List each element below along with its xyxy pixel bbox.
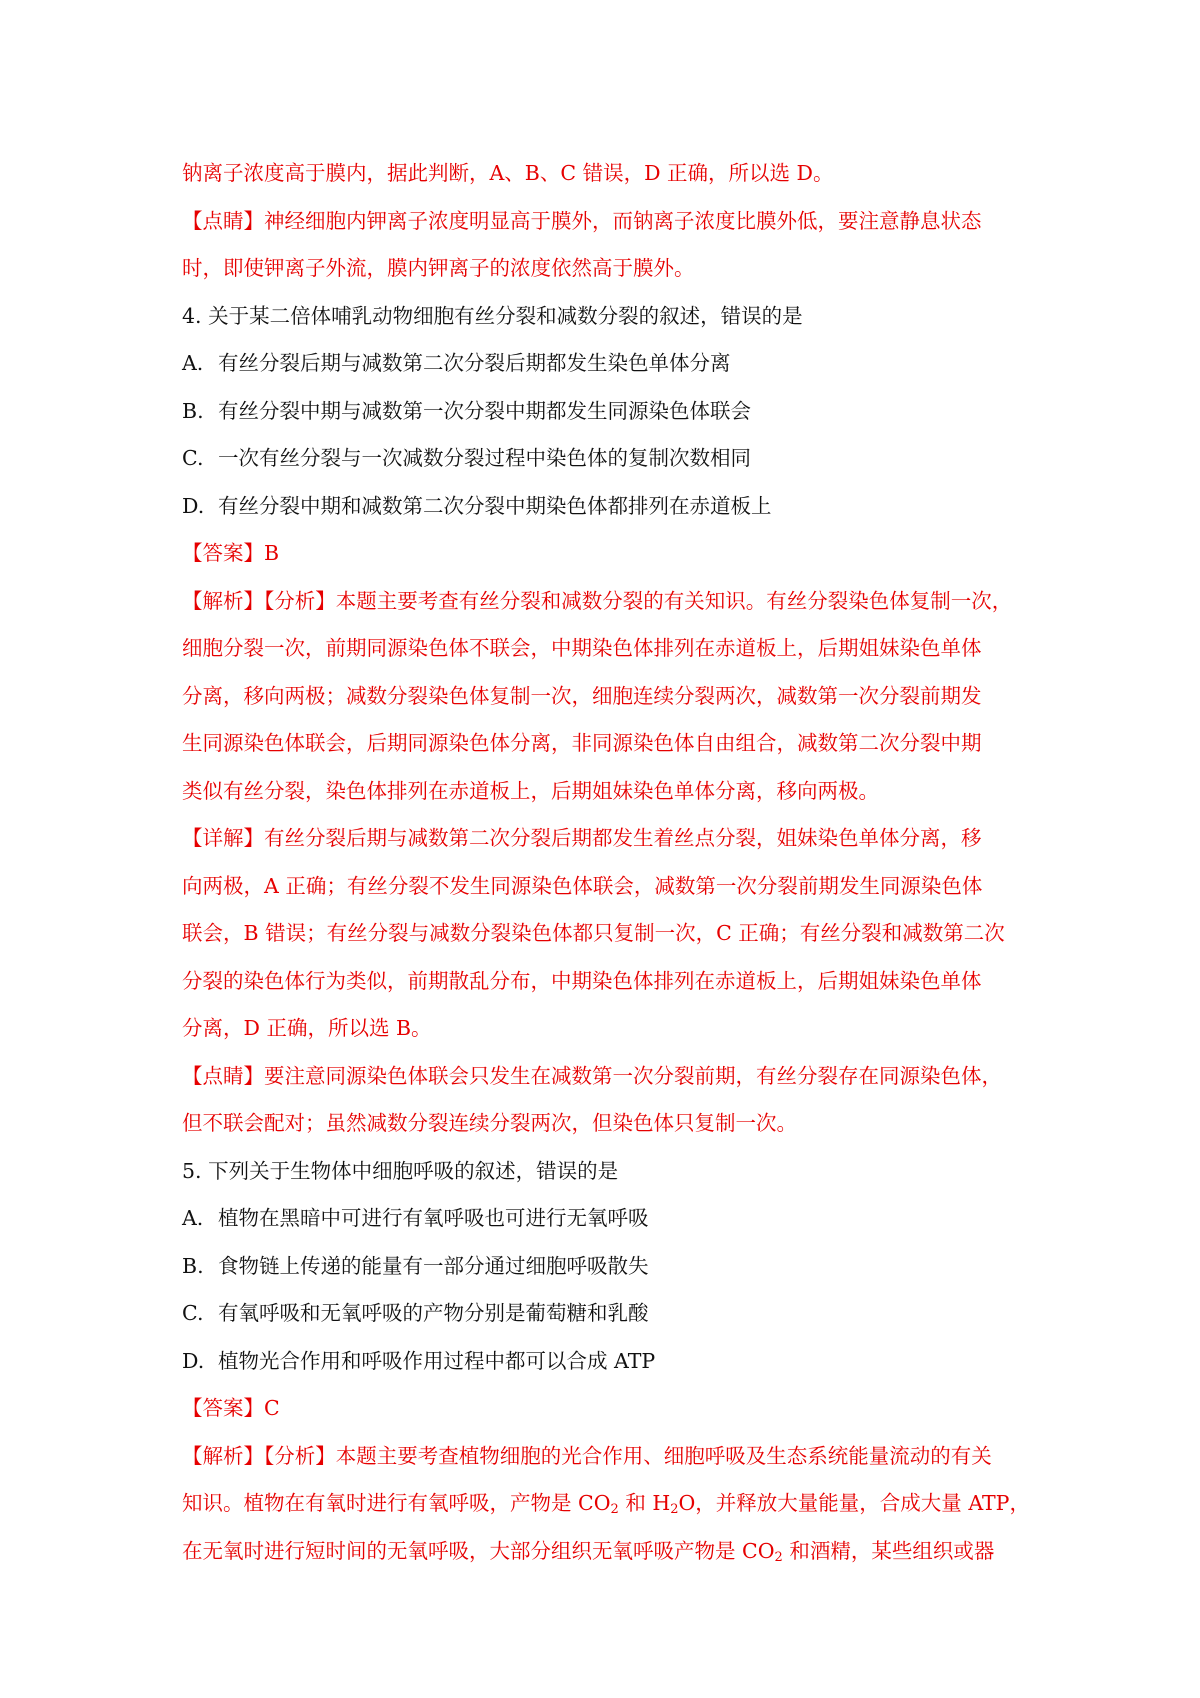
q4-stem: 4. 关于某二倍体哺乳动物细胞有丝分裂和减数分裂的叙述，错误的是 xyxy=(182,303,803,328)
q5-option-a xyxy=(182,1195,1042,1243)
option-letter: C. xyxy=(182,446,204,470)
q4-analysis-line-2: 细胞分裂一次，前期同源染色体不联会，中期染色体排列在赤道板上，后期姐妹染色单体 xyxy=(182,636,982,660)
prev-explanation-tail: 钠离子浓度高于膜内，据此判断，A、B、C 错误，D 正确，所以选 D。 xyxy=(182,161,834,185)
q5-analysis-line-2 xyxy=(182,1480,1042,1528)
analysis-text: 本题主要考查植物细胞的光合作用、细胞呼吸及生态系统能量流动的有关 xyxy=(335,1443,992,1468)
dianjing-text: 神经细胞内钾离子浓度明显高于膜外，而钠离子浓度比膜外低，要注意静息状态 xyxy=(264,208,982,233)
option-text: 食物链上传递的能量有一部分通过细胞呼吸散失 xyxy=(218,1253,649,1278)
dianjing-tag: 【点睛】 xyxy=(182,1063,264,1088)
q4-dianjing-line-1 xyxy=(182,1053,1042,1101)
q4-analysis-line-5: 类似有丝分裂，染色体排列在赤道板上，后期姐妹染色单体分离，移向两极。 xyxy=(182,778,879,803)
option-text: 植物在黑暗中可进行有氧呼吸也可进行无氧呼吸 xyxy=(218,1206,649,1230)
dianjing-tag: 【点睛】 xyxy=(182,208,264,233)
detail-text: 有丝分裂后期与减数第二次分裂后期都发生着丝点分裂，姐妹染色单体分离，移 xyxy=(264,826,982,850)
q4-detail-line-4: 分裂的染色体行为类似，前期散乱分布，中期染色体排列在赤道板上，后期姐妹染色单体 xyxy=(182,968,982,993)
q4-option-a xyxy=(182,340,1042,388)
dianjing-text: 要注意同源染色体联会只发生在减数第一次分裂前期，有丝分裂存在同源染色体， xyxy=(264,1063,1002,1088)
option-letter: A. xyxy=(182,351,204,375)
q5-answer: 【答案】C xyxy=(182,1396,280,1420)
q4-answer: 【答案】B xyxy=(182,541,280,565)
q5-stem: 5. 下列关于生物体中细胞呼吸的叙述，错误的是 xyxy=(182,1158,619,1183)
analysis-text: 在无氧时进行短时间的无氧呼吸，大部分组织无氧呼吸产物是 CO xyxy=(182,1538,775,1563)
q5-option-d xyxy=(182,1338,1042,1386)
q4-detail-line-2: 向两极，A 正确；有丝分裂不发生同源染色体联会，减数第一次分裂前期发生同源染色体 xyxy=(182,873,983,898)
q4-detail-line-1 xyxy=(182,815,1042,863)
option-text: 有丝分裂中期与减数第一次分裂中期都发生同源染色体联会 xyxy=(218,398,751,423)
q4-analysis-line-4: 生同源染色体联会，后期同源染色体分离，非同源染色体自由组合，减数第二次分裂中期 xyxy=(182,731,982,755)
option-text: 有丝分裂中期和减数第二次分裂中期染色体都排列在赤道板上 xyxy=(218,493,772,518)
option-letter: C. xyxy=(182,1301,204,1325)
q5-option-b xyxy=(182,1243,1042,1291)
q4-analysis-line-1 xyxy=(182,578,1042,626)
q4-analysis-line-3: 分离，移向两极；减数分裂染色体复制一次，细胞连续分裂两次，减数第一次分裂前期发 xyxy=(182,683,982,708)
analysis-text: 知识。植物在有氧时进行有氧呼吸，产物是 CO xyxy=(182,1491,611,1515)
q5-analysis-line-1 xyxy=(182,1433,1042,1481)
analysis-text: 和酒精，某些组织或器 xyxy=(782,1538,995,1563)
prev-dianjing-line-1 xyxy=(182,198,1042,246)
q5-option-c xyxy=(182,1290,1042,1338)
analysis-text: 和 H xyxy=(618,1491,671,1515)
subscript: 2 xyxy=(774,1549,783,1565)
q4-detail-line-5: 分离，D 正确，所以选 B。 xyxy=(182,1016,432,1040)
q4-option-d xyxy=(182,483,1042,531)
prev-dianjing-line-2: 时，即使钾离子外流，膜内钾离子的浓度依然高于膜外。 xyxy=(182,256,695,280)
q4-detail-line-3: 联会，B 错误；有丝分裂与减数分裂染色体都只复制一次，C 正确；有丝分裂和减数第二次 xyxy=(182,921,1005,945)
option-letter: D. xyxy=(182,1348,205,1373)
option-text: 有氧呼吸和无氧呼吸的产物分别是葡萄糖和乳酸 xyxy=(218,1301,649,1325)
document-page xyxy=(182,150,1042,1575)
analysis-tag: 【解析】【分析】 xyxy=(182,1443,336,1468)
option-text: 一次有丝分裂与一次减数分裂过程中染色体的复制次数相同 xyxy=(218,446,751,470)
option-letter: D. xyxy=(182,493,205,518)
option-letter: B. xyxy=(182,1253,204,1278)
option-text: 有丝分裂后期与减数第二次分裂后期都发生染色单体分离 xyxy=(218,351,731,375)
q4-dianjing-line-2: 但不联会配对；虽然减数分裂连续分裂两次，但染色体只复制一次。 xyxy=(182,1111,797,1135)
q4-option-b xyxy=(182,388,1042,436)
analysis-text: 本题主要考查有丝分裂和减数分裂的有关知识。有丝分裂染色体复制一次， xyxy=(335,588,1013,613)
option-text: 植物光合作用和呼吸作用过程中都可以合成 ATP xyxy=(218,1348,656,1373)
subscript: 2 xyxy=(610,1502,619,1517)
subscript: 2 xyxy=(670,1502,679,1517)
option-letter: B. xyxy=(182,398,204,423)
q5-analysis-line-3 xyxy=(182,1528,1042,1576)
detail-tag: 【详解】 xyxy=(182,826,264,850)
q4-option-c xyxy=(182,435,1042,483)
option-letter: A. xyxy=(182,1206,204,1230)
analysis-text: O，并释放大量能量，合成大量 ATP， xyxy=(678,1491,1030,1515)
analysis-tag: 【解析】【分析】 xyxy=(182,588,336,613)
